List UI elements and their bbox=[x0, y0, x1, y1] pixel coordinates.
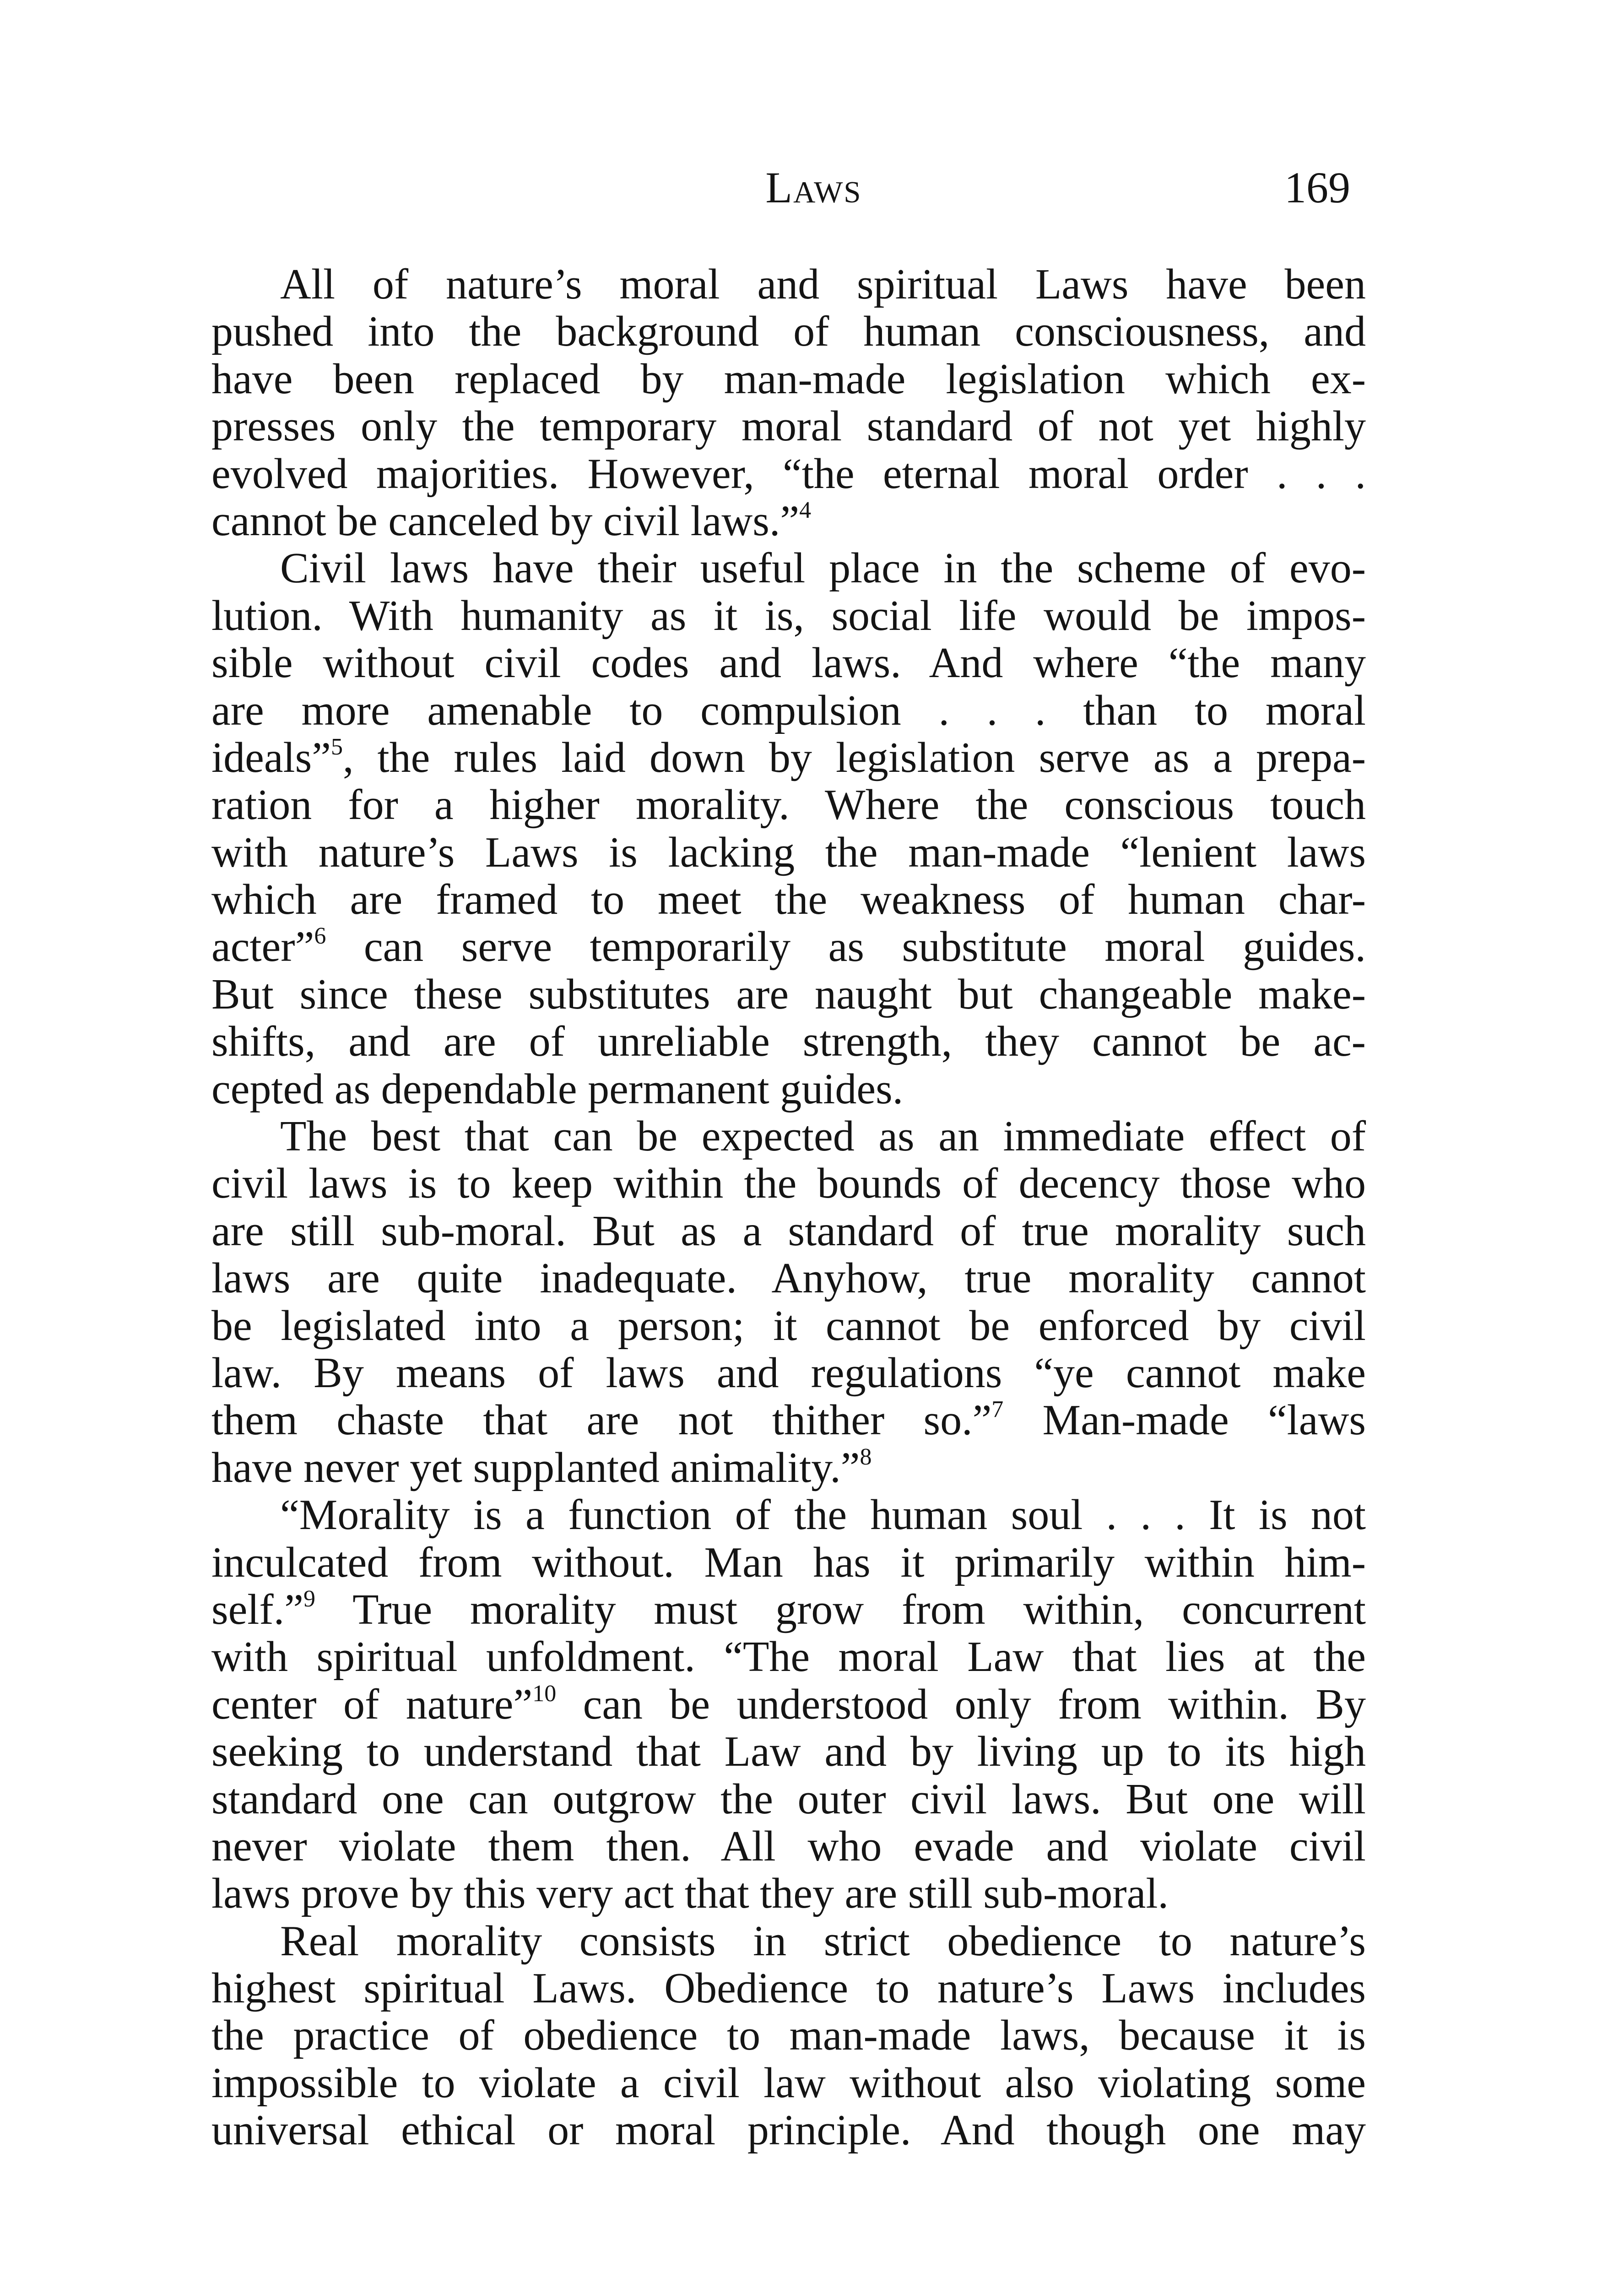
text-line bbox=[211, 1870, 1366, 1917]
text-line bbox=[211, 308, 1366, 355]
footnote-reference: 4 bbox=[799, 497, 812, 523]
text-line bbox=[211, 2107, 1366, 2154]
line-text: laws are quite inadequate. Anyhow, true morality cannot bbox=[211, 1254, 1366, 1302]
line-text: Civil laws have their useful place in the scheme of evo- bbox=[280, 544, 1366, 592]
line-text: “Morality is a function of the human soul . . . It is not bbox=[280, 1491, 1366, 1539]
line-text: cannot be canceled by civil laws.” bbox=[211, 497, 800, 545]
line-text: be legislated into a person; it cannot be enforced by civil bbox=[211, 1302, 1366, 1350]
text-line bbox=[211, 545, 1366, 592]
line-text: self.” bbox=[211, 1585, 303, 1633]
line-text: are still sub-moral. But as a standard of true morality such bbox=[211, 1207, 1366, 1255]
line-text: highest spiritual Laws. Obedience to nature’s Laws includes bbox=[211, 1964, 1366, 2012]
line-text: shifts, and are of unreliable strength, they cannot be ac- bbox=[211, 1018, 1366, 1066]
line-text: law. By means of laws and regulations “ye cannot make bbox=[211, 1349, 1366, 1397]
text-line bbox=[211, 1776, 1366, 1823]
line-text-continued: Man-made “laws bbox=[1003, 1396, 1366, 1444]
line-text-continued: , the rules laid down by legislation serve as a prepa- bbox=[342, 733, 1366, 781]
text-line bbox=[211, 2060, 1366, 2107]
text-line bbox=[211, 1302, 1366, 1350]
text-line bbox=[211, 1208, 1366, 1255]
line-text: the practice of obedience to man-made laws, because it is bbox=[211, 2012, 1366, 2060]
text-line bbox=[211, 876, 1366, 923]
text-line bbox=[211, 829, 1366, 876]
line-text-continued: can be understood only from within. By bbox=[556, 1680, 1366, 1728]
line-text: with spiritual unfoldment. “The moral Law that lies at the bbox=[211, 1633, 1366, 1681]
footnote-reference: 8 bbox=[860, 1443, 872, 1470]
text-line bbox=[211, 1633, 1366, 1681]
line-text: sible without civil codes and laws. And where “the many bbox=[211, 639, 1366, 687]
text-line bbox=[211, 2012, 1366, 2059]
text-line bbox=[211, 1539, 1366, 1586]
line-text: center of nature” bbox=[211, 1680, 533, 1728]
line-text-continued: True morality must grow from within, concurrent bbox=[315, 1585, 1366, 1633]
text-line bbox=[211, 1918, 1366, 1965]
line-text: have been replaced by man-made legislation which ex- bbox=[211, 355, 1366, 403]
footnote-reference: 6 bbox=[314, 923, 326, 949]
text-line bbox=[211, 1728, 1366, 1775]
line-text: laws prove by this very act that they are still sub-moral. bbox=[211, 1870, 1169, 1918]
text-line bbox=[211, 1255, 1366, 1302]
line-text: The best that can be expected as an immediate effect of bbox=[280, 1112, 1366, 1161]
text-line bbox=[211, 1965, 1366, 2012]
text-line bbox=[211, 1681, 1366, 1728]
footnote-reference: 10 bbox=[532, 1680, 557, 1707]
line-text: have never yet supplanted animality.” bbox=[211, 1443, 860, 1492]
running-head bbox=[277, 163, 1350, 213]
text-line bbox=[211, 1350, 1366, 1397]
line-text: All of nature’s moral and spiritual Laws have been bbox=[280, 260, 1366, 308]
text-line bbox=[211, 592, 1366, 640]
line-text: civil laws is to keep within the bounds of decency those who bbox=[211, 1160, 1366, 1208]
line-text: impossible to violate a civil law without also violating some bbox=[211, 2059, 1366, 2107]
line-text: But since these substitutes are naught but changeable make- bbox=[211, 970, 1366, 1018]
text-line bbox=[211, 1397, 1366, 1444]
line-text: evolved majorities. However, “the eternal moral order . . . bbox=[211, 450, 1366, 498]
line-text: standard one can outgrow the outer civil laws. But one will bbox=[211, 1775, 1366, 1823]
text-line bbox=[211, 923, 1366, 971]
line-text: universal ethical or moral principle. And though one may bbox=[211, 2106, 1366, 2154]
text-line bbox=[211, 734, 1366, 781]
line-text: cepted as dependable permanent guides. bbox=[211, 1065, 904, 1113]
line-text: lution. With humanity as it is, social life would be impos- bbox=[211, 591, 1366, 640]
text-line bbox=[211, 1066, 1366, 1113]
line-text: them chaste that are not thither so.” bbox=[211, 1396, 992, 1444]
line-text: pushed into the background of human consciousness, and bbox=[211, 308, 1366, 356]
page-number: 169 bbox=[1284, 163, 1350, 212]
text-line bbox=[211, 1444, 1366, 1492]
text-line bbox=[211, 1492, 1366, 1539]
text-line bbox=[211, 403, 1366, 450]
text-line bbox=[211, 1113, 1366, 1160]
text-line bbox=[211, 261, 1366, 308]
line-text: Real morality consists in strict obedience to nature’s bbox=[280, 1917, 1366, 1965]
text-line bbox=[211, 450, 1366, 498]
line-text: which are framed to meet the weakness of human char- bbox=[211, 876, 1366, 924]
text-line bbox=[211, 1018, 1366, 1065]
line-text: presses only the temporary moral standard of not yet highly bbox=[211, 402, 1366, 450]
text-line bbox=[211, 640, 1366, 687]
line-text: with nature’s Laws is lacking the man-made “lenient laws bbox=[211, 828, 1366, 876]
text-line bbox=[211, 687, 1366, 734]
line-text: seeking to understand that Law and by living up to its high bbox=[211, 1728, 1366, 1776]
text-line bbox=[211, 971, 1366, 1018]
footnote-reference: 5 bbox=[330, 733, 343, 760]
line-text: acter” bbox=[211, 923, 314, 971]
body-text bbox=[211, 261, 1366, 2154]
text-line bbox=[211, 1586, 1366, 1633]
text-line bbox=[211, 781, 1366, 829]
line-text-continued: can serve temporarily as substitute moral guides. bbox=[326, 923, 1366, 971]
line-text: ideals” bbox=[211, 733, 331, 781]
running-title: Laws bbox=[765, 163, 862, 212]
text-line bbox=[211, 1823, 1366, 1870]
footnote-reference: 9 bbox=[303, 1585, 315, 1612]
line-text: never violate them then. All who evade and violate civil bbox=[211, 1822, 1366, 1870]
line-text: are more amenable to compulsion . . . than to moral bbox=[211, 686, 1366, 734]
line-text: ration for a higher morality. Where the conscious touch bbox=[211, 781, 1366, 829]
line-text: inculcated from without. Man has it primarily within him- bbox=[211, 1538, 1366, 1586]
text-line bbox=[211, 498, 1366, 545]
text-line bbox=[211, 1160, 1366, 1207]
footnote-reference: 7 bbox=[991, 1396, 1004, 1423]
text-line bbox=[211, 356, 1366, 403]
